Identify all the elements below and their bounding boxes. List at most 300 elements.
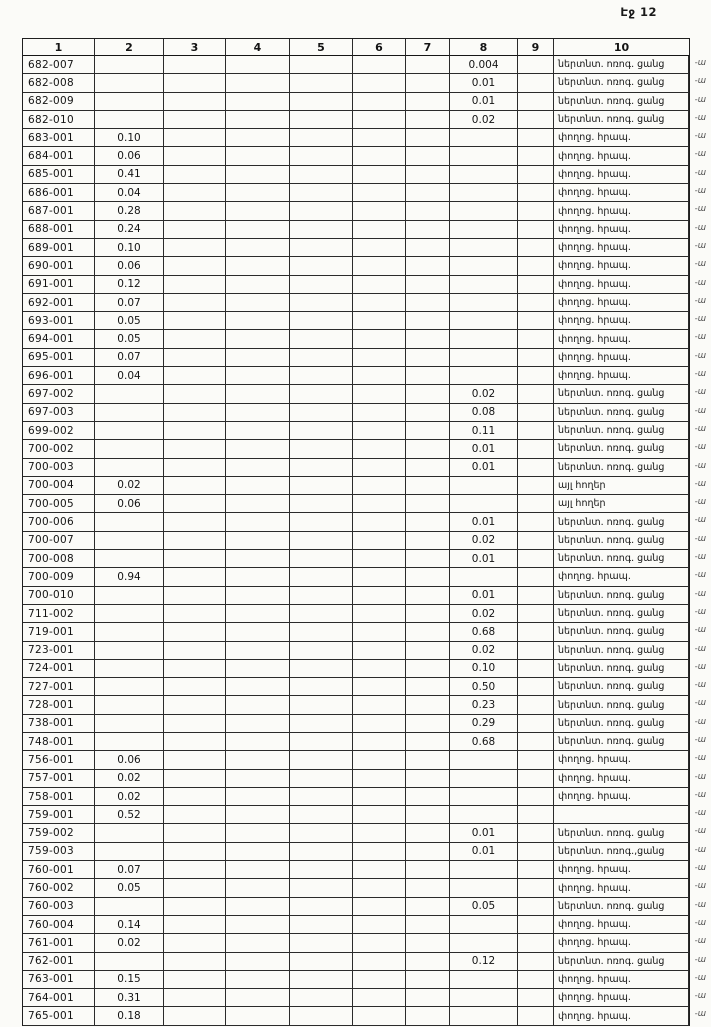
cell-empty	[406, 770, 450, 788]
cell-empty	[353, 404, 406, 422]
table-row	[23, 330, 706, 348]
cell-empty	[353, 898, 406, 916]
cell-parcel-code: 688-001	[23, 221, 95, 239]
cell-parcel-code: 761-001	[23, 934, 95, 952]
cell-landuse-note: փողոց. հրապ.	[554, 184, 689, 202]
cell-area-col8: 0.11	[450, 422, 518, 440]
cell-empty	[226, 385, 290, 403]
cell-empty	[164, 843, 226, 861]
cell-empty	[164, 147, 226, 165]
cell-area-col2	[95, 56, 164, 74]
table-row	[23, 385, 706, 403]
land-parcels-table	[22, 38, 706, 1026]
cell-empty	[164, 971, 226, 989]
cell-empty	[518, 587, 554, 605]
table-row	[23, 806, 706, 824]
cell-empty	[290, 733, 353, 751]
cell-landuse-note: ներտնտ. ոռոգ. ցանց	[554, 605, 689, 623]
cell-empty	[164, 550, 226, 568]
cell-parcel-code: 693-001	[23, 312, 95, 330]
cell-empty	[353, 367, 406, 385]
cell-area-col8	[450, 367, 518, 385]
cell-landuse-note: փողոց. հրապ.	[554, 916, 689, 934]
cell-area-col8	[450, 166, 518, 184]
cell-empty	[290, 276, 353, 294]
cell-empty	[226, 916, 290, 934]
cell-empty	[290, 385, 353, 403]
margin-mark: -ա	[694, 881, 706, 892]
cell-empty	[290, 605, 353, 623]
cell-parcel-code: 728-001	[23, 696, 95, 714]
cell-empty	[226, 587, 290, 605]
cell-empty	[290, 770, 353, 788]
cell-empty	[518, 934, 554, 952]
cell-area-col8	[450, 257, 518, 275]
cell-empty	[406, 696, 450, 714]
cell-empty	[290, 404, 353, 422]
margin-mark: -ա	[694, 716, 706, 727]
cell-empty	[226, 879, 290, 897]
cell-empty	[290, 257, 353, 275]
cell-empty	[353, 550, 406, 568]
header-col-6: 6	[353, 39, 406, 56]
cell-empty	[518, 806, 554, 824]
cell-parcel-code: 759-002	[23, 824, 95, 842]
cell-empty	[406, 989, 450, 1007]
cell-empty	[353, 605, 406, 623]
margin-mark: -ա	[694, 332, 706, 343]
cell-landuse-note: փողոց. հրապ.	[554, 349, 689, 367]
table-row	[23, 513, 706, 531]
cell-area-col8	[450, 147, 518, 165]
cell-empty	[406, 330, 450, 348]
cell-landuse-note: փողոց. հրապ.	[554, 971, 689, 989]
cell-empty	[518, 660, 554, 678]
cell-empty	[290, 367, 353, 385]
cell-area-col2: 0.02	[95, 477, 164, 495]
cell-area-col8: 0.02	[450, 385, 518, 403]
cell-landuse-note: ներտնտ. ոռոգ. ցանց	[554, 696, 689, 714]
cell-empty	[406, 843, 450, 861]
header-col-2: 2	[95, 39, 164, 56]
cell-landuse-note: փողոց. հրապ.	[554, 257, 689, 275]
cell-empty	[164, 678, 226, 696]
cell-empty	[226, 934, 290, 952]
table-row	[23, 861, 706, 879]
margin-mark: -ա	[694, 460, 706, 471]
cell-area-col8: 0.02	[450, 111, 518, 129]
margin-mark: -ա	[694, 771, 706, 782]
cell-area-col8: 0.68	[450, 733, 518, 751]
cell-empty	[164, 349, 226, 367]
margin-mark: -ա	[694, 972, 706, 983]
cell-area-col2	[95, 605, 164, 623]
cell-parcel-code: 682-008	[23, 74, 95, 92]
margin-mark: -ա	[694, 826, 706, 837]
header-col-8: 8	[450, 39, 518, 56]
margin-mark: -ա	[694, 167, 706, 178]
cell-empty	[164, 440, 226, 458]
cell-parcel-code: 762-001	[23, 953, 95, 971]
cell-empty	[353, 129, 406, 147]
cell-area-col2: 0.07	[95, 349, 164, 367]
cell-empty	[518, 202, 554, 220]
cell-empty	[406, 459, 450, 477]
cell-area-col2: 0.10	[95, 129, 164, 147]
cell-empty	[226, 733, 290, 751]
cell-empty	[406, 806, 450, 824]
cell-area-col8	[450, 989, 518, 1007]
cell-empty	[406, 367, 450, 385]
cell-empty	[406, 898, 450, 916]
cell-empty	[406, 678, 450, 696]
cell-empty	[164, 422, 226, 440]
cell-area-col8: 0.02	[450, 642, 518, 660]
cell-parcel-code: 711-002	[23, 605, 95, 623]
cell-landuse-note: փողոց. հրապ.	[554, 568, 689, 586]
cell-area-col2: 0.10	[95, 239, 164, 257]
cell-area-col8: 0.01	[450, 513, 518, 531]
margin-mark: -ա	[694, 112, 706, 123]
cell-area-col8	[450, 477, 518, 495]
cell-empty	[518, 147, 554, 165]
cell-area-col2	[95, 953, 164, 971]
margin-mark: -ա	[694, 625, 706, 636]
cell-empty	[226, 751, 290, 769]
margin-mark: -ա	[694, 661, 706, 672]
cell-empty	[164, 477, 226, 495]
table-row	[23, 770, 706, 788]
cell-area-col2: 0.28	[95, 202, 164, 220]
table-row	[23, 696, 706, 714]
table-row	[23, 568, 706, 586]
cell-landuse-note: ներտնտ. ոռոգ. ցանց	[554, 385, 689, 403]
cell-landuse-note: ներտնտ. ոռոգ. ցանց	[554, 111, 689, 129]
cell-area-col2: 0.04	[95, 367, 164, 385]
cell-empty	[518, 184, 554, 202]
cell-empty	[406, 934, 450, 952]
cell-empty	[406, 971, 450, 989]
cell-parcel-code: 682-007	[23, 56, 95, 74]
cell-area-col2: 0.07	[95, 861, 164, 879]
cell-parcel-code: 727-001	[23, 678, 95, 696]
cell-empty	[353, 587, 406, 605]
cell-empty	[353, 239, 406, 257]
cell-landuse-note: փողոց. հրապ.	[554, 367, 689, 385]
cell-empty	[518, 166, 554, 184]
cell-empty	[353, 861, 406, 879]
cell-empty	[164, 916, 226, 934]
cell-landuse-note: ներտնտ. ոռոգ. ցանց	[554, 550, 689, 568]
cell-empty	[290, 971, 353, 989]
cell-empty	[518, 422, 554, 440]
cell-area-col2: 0.02	[95, 788, 164, 806]
table-row	[23, 733, 706, 751]
cell-empty	[164, 770, 226, 788]
cell-empty	[518, 678, 554, 696]
cell-empty	[164, 824, 226, 842]
margin-mark: -ա	[694, 478, 706, 489]
cell-empty	[164, 532, 226, 550]
table-row	[23, 550, 706, 568]
cell-area-col8: 0.01	[450, 74, 518, 92]
cell-empty	[226, 184, 290, 202]
cell-empty	[406, 477, 450, 495]
cell-area-col8	[450, 971, 518, 989]
cell-parcel-code: 683-001	[23, 129, 95, 147]
cell-landuse-note: այլ հողեր	[554, 477, 689, 495]
table-row	[23, 751, 706, 769]
cell-parcel-code: 724-001	[23, 660, 95, 678]
cell-landuse-note: ներտնտ. ոռոգ. ցանց	[554, 898, 689, 916]
cell-empty	[290, 751, 353, 769]
cell-empty	[406, 202, 450, 220]
cell-empty	[518, 221, 554, 239]
table-row	[23, 404, 706, 422]
cell-landuse-note: փողոց. հրապ.	[554, 202, 689, 220]
cell-empty	[518, 751, 554, 769]
cell-empty	[226, 568, 290, 586]
cell-parcel-code: 700-009	[23, 568, 95, 586]
cell-area-col8	[450, 349, 518, 367]
table-row	[23, 934, 706, 952]
cell-empty	[164, 623, 226, 641]
cell-area-col2	[95, 623, 164, 641]
cell-empty	[406, 74, 450, 92]
cell-empty	[353, 294, 406, 312]
margin-mark: -ա	[694, 789, 706, 800]
cell-empty	[406, 568, 450, 586]
cell-empty	[518, 989, 554, 1007]
cell-empty	[353, 916, 406, 934]
cell-empty	[406, 276, 450, 294]
cell-empty	[518, 349, 554, 367]
cell-parcel-code: 689-001	[23, 239, 95, 257]
cell-empty	[226, 660, 290, 678]
cell-area-col8	[450, 312, 518, 330]
cell-area-col8	[450, 221, 518, 239]
cell-area-col2	[95, 715, 164, 733]
cell-area-col8	[450, 770, 518, 788]
cell-parcel-code: 697-002	[23, 385, 95, 403]
cell-empty	[164, 184, 226, 202]
cell-landuse-note: ներտնտ. ոռոգ. ցանց	[554, 715, 689, 733]
cell-empty	[226, 56, 290, 74]
cell-empty	[164, 93, 226, 111]
cell-empty	[518, 367, 554, 385]
cell-empty	[518, 239, 554, 257]
cell-area-col2: 0.52	[95, 806, 164, 824]
margin-mark: -ա	[694, 515, 706, 526]
cell-empty	[164, 367, 226, 385]
cell-area-col2: 0.05	[95, 879, 164, 897]
cell-parcel-code: 760-003	[23, 898, 95, 916]
table-row	[23, 532, 706, 550]
cell-empty	[406, 349, 450, 367]
cell-empty	[226, 605, 290, 623]
cell-area-col8	[450, 276, 518, 294]
cell-area-col8: 0.004	[450, 56, 518, 74]
cell-empty	[290, 916, 353, 934]
cell-parcel-code: 748-001	[23, 733, 95, 751]
cell-empty	[226, 623, 290, 641]
cell-empty	[226, 74, 290, 92]
cell-empty	[164, 806, 226, 824]
cell-empty	[353, 788, 406, 806]
cell-empty	[518, 642, 554, 660]
cell-parcel-code: 685-001	[23, 166, 95, 184]
cell-area-col8: 0.01	[450, 843, 518, 861]
cell-empty	[353, 166, 406, 184]
table-row	[23, 111, 706, 129]
cell-empty	[164, 568, 226, 586]
cell-empty	[226, 843, 290, 861]
cell-area-col2	[95, 898, 164, 916]
cell-empty	[353, 312, 406, 330]
cell-parcel-code: 700-003	[23, 459, 95, 477]
table-row	[23, 74, 706, 92]
cell-empty	[164, 879, 226, 897]
cell-empty	[518, 550, 554, 568]
cell-empty	[518, 294, 554, 312]
cell-area-col2: 0.02	[95, 770, 164, 788]
cell-area-col2	[95, 587, 164, 605]
cell-parcel-code: 695-001	[23, 349, 95, 367]
cell-empty	[290, 111, 353, 129]
cell-empty	[164, 861, 226, 879]
cell-empty	[406, 642, 450, 660]
table-row	[23, 953, 706, 971]
cell-empty	[518, 74, 554, 92]
cell-empty	[353, 477, 406, 495]
cell-empty	[290, 642, 353, 660]
cell-area-col2: 0.18	[95, 1007, 164, 1025]
table-row	[23, 147, 706, 165]
cell-empty	[518, 257, 554, 275]
cell-empty	[226, 221, 290, 239]
cell-parcel-code: 686-001	[23, 184, 95, 202]
cell-empty	[290, 129, 353, 147]
cell-empty	[353, 623, 406, 641]
table-row	[23, 202, 706, 220]
cell-empty	[406, 221, 450, 239]
cell-empty	[226, 294, 290, 312]
margin-mark: -ա	[694, 991, 706, 1002]
cell-empty	[406, 733, 450, 751]
cell-landuse-note: ներտնտ. ոռոգ. ցանց	[554, 587, 689, 605]
cell-area-col2	[95, 678, 164, 696]
table-row	[23, 312, 706, 330]
margin-mark: -ա	[694, 643, 706, 654]
cell-empty	[518, 111, 554, 129]
cell-area-col2: 0.12	[95, 276, 164, 294]
cell-empty	[353, 330, 406, 348]
cell-empty	[353, 385, 406, 403]
cell-empty	[406, 953, 450, 971]
margin-mark: -ա	[694, 76, 706, 87]
table-row	[23, 971, 706, 989]
cell-empty	[518, 495, 554, 513]
margin-mark: -ա	[694, 442, 706, 453]
margin-mark: -ա	[694, 808, 706, 819]
table-row	[23, 587, 706, 605]
cell-area-col8: 0.01	[450, 440, 518, 458]
cell-empty	[226, 330, 290, 348]
cell-empty	[164, 459, 226, 477]
cell-empty	[164, 898, 226, 916]
margin-mark: -ա	[694, 240, 706, 251]
table-row	[23, 367, 706, 385]
margin-mark: -ա	[694, 863, 706, 874]
cell-parcel-code: 691-001	[23, 276, 95, 294]
cell-empty	[406, 440, 450, 458]
header-col-10: 10	[554, 39, 689, 56]
cell-area-col8	[450, 239, 518, 257]
cell-empty	[164, 715, 226, 733]
cell-area-col8: 0.01	[450, 459, 518, 477]
cell-empty	[226, 257, 290, 275]
cell-empty	[226, 788, 290, 806]
cell-empty	[290, 934, 353, 952]
cell-empty	[353, 971, 406, 989]
cell-parcel-code: 759-001	[23, 806, 95, 824]
cell-empty	[226, 495, 290, 513]
cell-empty	[226, 312, 290, 330]
table-row	[23, 989, 706, 1007]
cell-area-col8: 0.05	[450, 898, 518, 916]
cell-empty	[406, 751, 450, 769]
cell-empty	[353, 843, 406, 861]
cell-landuse-note: ներտնտ. ոռոգ. ցանց	[554, 623, 689, 641]
cell-empty	[518, 513, 554, 531]
cell-empty	[406, 861, 450, 879]
cell-empty	[518, 715, 554, 733]
cell-empty	[164, 642, 226, 660]
cell-area-col2: 0.06	[95, 147, 164, 165]
cell-area-col8: 0.08	[450, 404, 518, 422]
cell-area-col2	[95, 422, 164, 440]
margin-mark: -ա	[694, 899, 706, 910]
cell-landuse-note: փողոց. հրապ.	[554, 294, 689, 312]
cell-empty	[518, 129, 554, 147]
cell-parcel-code: 696-001	[23, 367, 95, 385]
cell-area-col8	[450, 861, 518, 879]
cell-parcel-code: 700-006	[23, 513, 95, 531]
cell-landuse-note: փողոց. հրապ.	[554, 751, 689, 769]
cell-empty	[353, 568, 406, 586]
cell-parcel-code: 765-001	[23, 1007, 95, 1025]
cell-empty	[353, 349, 406, 367]
cell-empty	[164, 202, 226, 220]
cell-empty	[353, 56, 406, 74]
cell-parcel-code: 690-001	[23, 257, 95, 275]
cell-empty	[353, 715, 406, 733]
margin-mark: -ա	[694, 259, 706, 270]
cell-empty	[164, 751, 226, 769]
table-row	[23, 221, 706, 239]
cell-area-col8	[450, 495, 518, 513]
cell-empty	[164, 660, 226, 678]
cell-empty	[353, 111, 406, 129]
header-col-9: 9	[518, 39, 554, 56]
cell-empty	[406, 56, 450, 74]
cell-empty	[164, 166, 226, 184]
cell-area-col8	[450, 202, 518, 220]
margin-mark: -ա	[694, 844, 706, 855]
cell-area-col8: 0.68	[450, 623, 518, 641]
cell-empty	[290, 1007, 353, 1025]
cell-landuse-note: փողոց. հրապ.	[554, 330, 689, 348]
